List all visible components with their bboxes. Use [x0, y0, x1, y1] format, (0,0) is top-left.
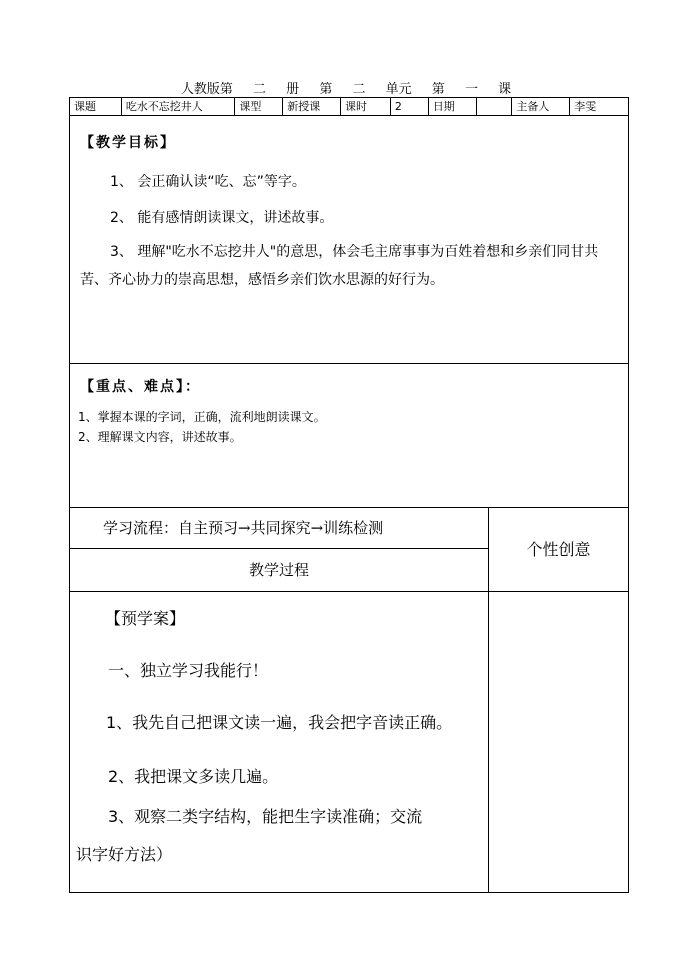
learning-flow: 学习流程：自主预习→共同探究→训练检测: [70, 508, 489, 549]
info-cell-date-value: [477, 98, 513, 115]
teaching-process-label: 教学过程: [70, 549, 489, 592]
info-cell-preparer-value: 李雯: [574, 100, 597, 113]
document-title: [0, 78, 692, 97]
info-cell-topic-label: 课题: [70, 98, 122, 115]
info-cell-topic-value: 吃水不忘挖井人: [122, 98, 236, 115]
key-point-item: 1、掌握本课的字词，正确，流利地朗读课文。: [78, 410, 326, 424]
preview-section-title: 一、独立学习我能行！: [108, 661, 269, 680]
info-cell-periods-value: 2: [391, 98, 429, 115]
creative-column-header: 个性创意: [489, 508, 628, 592]
info-cell-preparer-label: 主备人: [512, 98, 570, 115]
preview-step-3-line1: 3、观察二类字结构，能把生字读准确；交流: [108, 807, 423, 826]
title-part: 第: [431, 82, 445, 97]
title-part: 二: [352, 82, 366, 97]
lesson-info-row: [69, 97, 629, 116]
title-part: 二: [253, 82, 267, 97]
key-points-heading: 【重点、难点】：: [80, 379, 201, 395]
preview-step: 1、我先自己把课文读一遍，我会把字音读正确。: [106, 713, 453, 732]
title-part: 单元: [385, 82, 412, 97]
info-cell-periods-label: 课时: [341, 98, 391, 115]
objectives-section: [70, 116, 628, 364]
objective-item: 2、 能有感情朗读课文，讲述故事。: [110, 210, 334, 226]
objectives-heading: 【教学目标】: [80, 135, 176, 151]
preview-content: [70, 592, 489, 893]
title-part: 一: [464, 82, 478, 97]
info-cell-date-label: 日期: [429, 98, 477, 115]
title-part: 人教版第: [180, 82, 233, 97]
preview-step: 2、我把课文多读几遍。: [108, 767, 279, 786]
preview-step-3-line2: 识字好方法）: [76, 845, 173, 864]
info-cell-type-label: 课型: [235, 98, 283, 115]
title-part: 册: [286, 82, 300, 97]
info-cell-type-value: 新授课: [283, 98, 341, 115]
objective-item: 1、 会正确认读“吃、忘”等字。: [110, 174, 306, 190]
preview-heading: 【预学案】: [105, 609, 186, 628]
key-points-section: [70, 364, 628, 508]
key-point-item: 2、理解课文内容，讲述故事。: [78, 430, 242, 444]
objective-item: 3、 理解"吃水不忘挖井人"的意思，体会毛主席事事为百姓着想和乡亲们同甘共苦、齐心协力的崇高思想，感悟乡亲们饮水思源的好行为。: [80, 244, 599, 288]
title-part: 第: [319, 82, 333, 97]
title-part: 课: [498, 82, 512, 97]
preview-step-3: [70, 802, 480, 870]
lesson-plan-table: [69, 116, 629, 893]
